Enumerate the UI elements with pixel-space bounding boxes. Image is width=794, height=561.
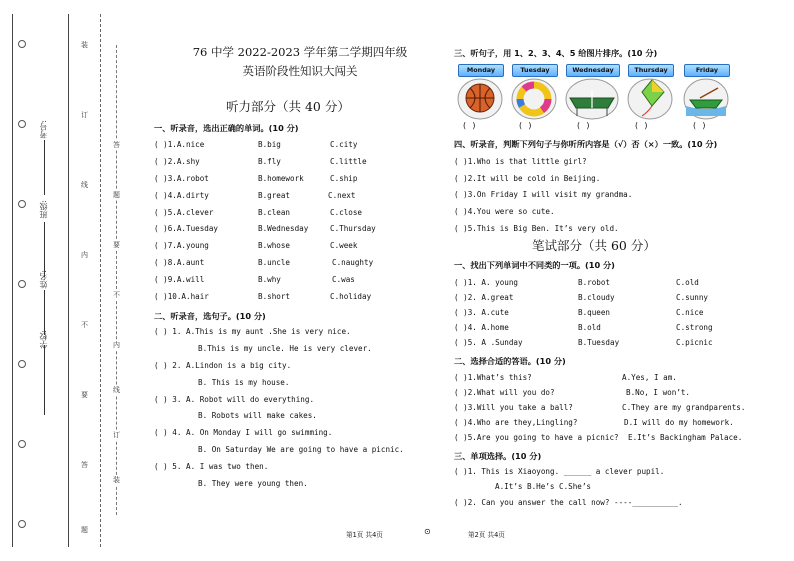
- match-question: ( )2.What will you do?: [454, 388, 555, 397]
- option-c: C.naughty: [332, 258, 374, 267]
- seal-char: 答: [81, 461, 88, 469]
- judge-item: ( )1.Who is that little girl?: [454, 157, 587, 166]
- question-row: ( )6.A.Tuesday: [154, 224, 219, 233]
- judge-item: ( )4.You were so cute.: [454, 207, 555, 216]
- option-b: B.Tuesday: [578, 338, 620, 347]
- cut-line: [100, 14, 101, 547]
- picture-friday: [682, 64, 730, 120]
- sentence-option-a: ( ) 5. A. I was two then.: [154, 462, 269, 471]
- answer-blank[interactable]: ( ): [154, 157, 168, 166]
- match-question: ( )1.What’s this?: [454, 373, 532, 382]
- match-answer: A.Yes, I am.: [622, 373, 677, 382]
- written-s2-heading: 二、选择合适的答语。(10 分): [454, 356, 566, 366]
- option-b: B.uncle: [258, 258, 291, 267]
- sentence-option-a: ( ) 1. A.This is my aunt .She is very nice.: [154, 327, 351, 336]
- kite-icon: [626, 76, 674, 120]
- exam-title-line1: 76 中学 2022-2023 学年第二学期四年级: [192, 45, 408, 59]
- question-row: ( )10.A.hair: [154, 292, 209, 301]
- seal-char-inner: 内: [113, 341, 120, 349]
- answer-blank[interactable]: ( ): [154, 224, 168, 233]
- match-answer: C.They are my grandparents.: [622, 403, 746, 412]
- match-question: ( )5.Are you going to have a picnic?: [454, 433, 619, 442]
- option-c: C.picnic: [676, 338, 713, 347]
- seal-char: 订: [81, 111, 88, 119]
- written-s1-heading: 一、找出下列单词中不同类的一项。(10 分): [454, 260, 615, 270]
- order-blank[interactable]: ( ): [634, 121, 649, 130]
- option-b: B.old: [578, 323, 601, 332]
- name-label: 姓名:: [39, 270, 48, 289]
- judge-item: ( )2.It will be cold in Beijing.: [454, 174, 601, 183]
- match-answer: E.It’s Backingham Palace.: [628, 433, 743, 442]
- seal-char: 不: [81, 321, 88, 329]
- odd-one-row: ( )3. A.cute: [454, 308, 509, 317]
- order-blank[interactable]: ( ): [576, 121, 591, 130]
- name-field[interactable]: [44, 290, 45, 335]
- school-field[interactable]: [44, 345, 45, 415]
- option-b: B.fly: [258, 157, 281, 166]
- binding-hole: [18, 40, 26, 48]
- seal-char-inner: 要: [113, 241, 120, 249]
- question-row: ( )4.A.dirty: [154, 191, 209, 200]
- binding-margin: [0, 0, 102, 561]
- answer-blank[interactable]: ( ): [154, 275, 168, 284]
- option-b: B.queen: [578, 308, 611, 317]
- binding-hole: [18, 440, 26, 448]
- school-label: 学校:: [39, 330, 48, 349]
- option-b: B.short: [258, 292, 291, 301]
- listening-s3-heading: 三、听句子，用 1、2、3、4、5 给图片排序。(10 分): [454, 48, 658, 58]
- answer-blank[interactable]: ( ): [154, 191, 168, 200]
- match-question: ( )3.Will you take a ball?: [454, 403, 573, 412]
- judge-item: ( )3.On Friday I will visit my grandma.: [454, 190, 633, 199]
- ping-pong-table-icon: [564, 76, 620, 120]
- choice-options: A.It’s B.He’s C.She’s: [495, 482, 592, 491]
- sentence-option-b: B. This is my house.: [198, 378, 290, 387]
- option-b: B.homework: [258, 174, 304, 183]
- option-b: B.great: [258, 191, 291, 200]
- class-field[interactable]: [44, 222, 45, 277]
- seal-line: [116, 45, 117, 515]
- option-c: C.strong: [676, 323, 713, 332]
- seal-char: 题: [81, 526, 88, 534]
- sentence-option-b: B. Robots will make cakes.: [198, 411, 317, 420]
- listening-s2-heading: 二、听录音，选句子。(10 分): [154, 311, 266, 321]
- page-number-left: 第1页 共4页: [346, 531, 383, 539]
- sentence-option-a: ( ) 4. A. On Monday I will go swimming.: [154, 428, 333, 437]
- sentence-option-b: B. On Saturday We are going to have a picnic.: [198, 445, 404, 454]
- answer-blank[interactable]: ( ): [154, 140, 168, 149]
- option-c: C.close: [330, 208, 363, 217]
- binding-hole: [18, 520, 26, 528]
- option-c: C.next: [328, 191, 356, 200]
- option-c: C.city: [330, 140, 358, 149]
- exam-no-label: 考号:: [39, 120, 48, 139]
- seal-char: 线: [81, 181, 88, 189]
- order-blank[interactable]: ( ): [518, 121, 533, 130]
- odd-one-row: ( )1. A. young: [454, 278, 519, 287]
- seal-char-inner: 答: [113, 141, 120, 149]
- answer-blank[interactable]: ( ): [154, 174, 168, 183]
- option-b: B.Wednesday: [258, 224, 309, 233]
- option-c: C.old: [676, 278, 699, 287]
- match-answer: D.I will do my homework.: [624, 418, 734, 427]
- binding-hole: [18, 200, 26, 208]
- listening-title: 听力部分（共 40 分）: [226, 99, 350, 114]
- odd-one-row: ( )2. A.great: [454, 293, 514, 302]
- day-label: Monday: [458, 64, 504, 77]
- odd-one-row: ( )5. A .Sunday: [454, 338, 523, 347]
- question-row: ( )5.A.clever: [154, 208, 214, 217]
- question-row: ( )8.A.aunt: [154, 258, 205, 267]
- picture-wednesday: [564, 64, 620, 120]
- day-label: Thursday: [628, 64, 674, 77]
- option-b: B.why: [258, 275, 281, 284]
- order-blank[interactable]: ( ): [462, 121, 477, 130]
- listening-s4-heading: 四、听录音，判断下列句子与你听所内容是（√）否（×）一致。(10 分): [454, 139, 718, 149]
- question-row: ( )2.A.shy: [154, 157, 200, 166]
- binding-hole: [18, 280, 26, 288]
- option-b: B.whose: [258, 241, 291, 250]
- sentence-option-b: B.This is my uncle. He is very clever.: [198, 344, 372, 353]
- option-b: B.robot: [578, 278, 611, 287]
- margin-line-outer: [12, 14, 13, 547]
- seal-char-inner: 装: [113, 476, 120, 484]
- seal-char-inner: 订: [113, 431, 120, 439]
- option-c: C.nice: [676, 308, 704, 317]
- picture-monday: [456, 64, 504, 120]
- class-label: 班级:: [39, 200, 48, 219]
- binding-hole: [18, 360, 26, 368]
- seal-char-inner: 线: [113, 386, 120, 394]
- option-c: C.holiday: [330, 292, 372, 301]
- day-label: Wednesday: [566, 64, 620, 77]
- question-row: ( )1.A.nice: [154, 140, 205, 149]
- answer-blank[interactable]: ( ): [154, 258, 168, 267]
- seal-char: 装: [81, 41, 88, 49]
- answer-blank[interactable]: ( ): [154, 241, 168, 250]
- day-label: Friday: [684, 64, 730, 77]
- answer-blank[interactable]: ( ): [154, 208, 168, 217]
- picture-tuesday: [510, 64, 558, 120]
- center-mark-icon: ⊙: [424, 527, 431, 536]
- listening-s1-heading: 一、听录音，选出正确的单词。(10 分): [154, 123, 299, 133]
- choice-question: ( )2. Can you answer the call now? ----__________.: [454, 498, 683, 507]
- exam-title-line2: 英语阶段性知识大闯关: [242, 64, 358, 78]
- match-answer: B.No, I won’t.: [626, 388, 691, 397]
- answer-blank[interactable]: ( ): [154, 292, 168, 301]
- day-label: Tuesday: [512, 64, 558, 77]
- option-c: C.sunny: [676, 293, 709, 302]
- seal-char: 要: [81, 391, 88, 399]
- binding-hole: [18, 120, 26, 128]
- question-row: ( )7.A.young: [154, 241, 209, 250]
- seal-char-inner: 题: [113, 191, 120, 199]
- question-row: ( )3.A.robot: [154, 174, 209, 183]
- option-c: C.Thursday: [330, 224, 376, 233]
- option-c: C.ship: [330, 174, 358, 183]
- judge-item: ( )5.This is Big Ben. It’s very old.: [454, 224, 619, 233]
- sentence-option-b: B. They were young then.: [198, 479, 308, 488]
- odd-one-row: ( )4. A.home: [454, 323, 509, 332]
- boat-icon: [682, 76, 730, 120]
- option-c: C.was: [332, 275, 355, 284]
- written-title: 笔试部分（共 60 分）: [532, 238, 656, 253]
- exam-no-field[interactable]: [44, 140, 45, 195]
- question-row: ( )9.A.will: [154, 275, 205, 284]
- option-b: B.cloudy: [578, 293, 615, 302]
- basketball-icon: [456, 76, 504, 120]
- swim-ring-icon: [510, 76, 558, 120]
- sentence-option-a: ( ) 3. A. Robot will do everything.: [154, 395, 315, 404]
- option-b: B.clean: [258, 208, 291, 217]
- choice-question: ( )1. This is Xiaoyong. ______ a clever pupil.: [454, 467, 665, 476]
- picture-thursday: [626, 64, 674, 120]
- match-question: ( )4.Who are they,Lingling?: [454, 418, 578, 427]
- seal-char-inner: 不: [113, 291, 120, 299]
- order-blank[interactable]: ( ): [692, 121, 707, 130]
- option-c: C.little: [330, 157, 367, 166]
- sentence-option-a: ( ) 2. A.Lindon is a big city.: [154, 361, 292, 370]
- written-s3-heading: 三、单项选择。(10 分): [454, 451, 542, 461]
- option-c: C.week: [330, 241, 358, 250]
- margin-line-inner: [68, 14, 69, 547]
- seal-char: 内: [81, 251, 88, 259]
- page-number-right: 第2页 共4页: [468, 531, 505, 539]
- option-b: B.big: [258, 140, 281, 149]
